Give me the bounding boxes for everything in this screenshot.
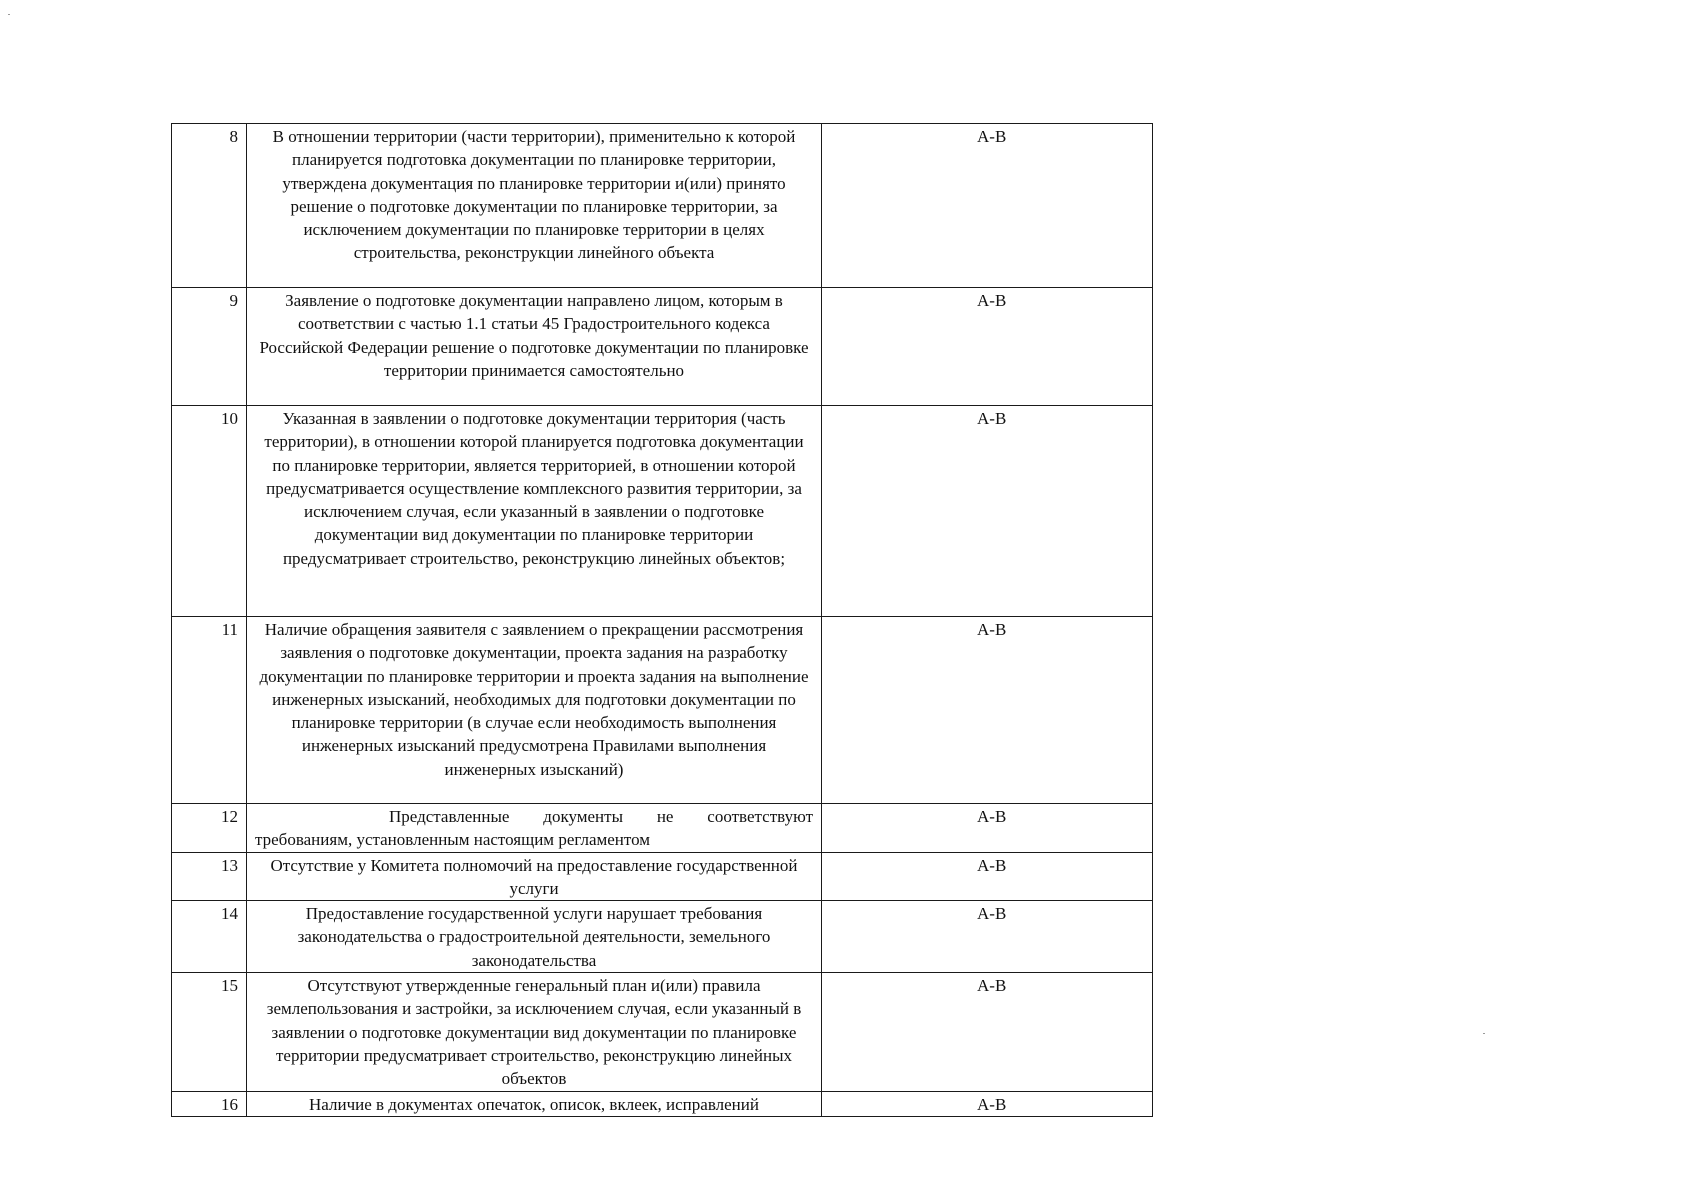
row-code: А-В — [822, 1091, 1153, 1116]
row-number: 12 — [172, 804, 247, 853]
row-text: Представленные документы не соответствуют требованиям, установленным настоящим регламентом — [247, 804, 822, 853]
table-body — [172, 124, 1153, 1117]
row-number: 16 — [172, 1091, 247, 1116]
row-number: 13 — [172, 852, 247, 901]
table-row — [172, 288, 1153, 406]
row-number: 10 — [172, 406, 247, 617]
row-code: А-В — [822, 288, 1153, 406]
row-text: Отсутствие у Комитета полномочий на предоставление государственной услуги — [247, 852, 822, 901]
row-text: Наличие в документах опечаток, описок, вклеек, исправлений — [247, 1091, 822, 1116]
row-text: Наличие обращения заявителя с заявлением о прекращении рассмотрения заявления о подготовке документации, проекта задания на разработку документации по планировке территории и проекта задания на выполнение инженерных изысканий, необходимых для подготовки документации по планировке территории (в случае если необходимость выполнения инженерных изысканий предусмотрена Правилами выполнения инженерных изысканий) — [247, 617, 822, 804]
table-row — [172, 804, 1153, 853]
row-number: 8 — [172, 124, 247, 288]
row-text: Отсутствуют утвержденные генеральный план и(или) правила землепользования и застройки, за исключением случая, если указанный в заявлении о подготовке документации вид документации по планировке территории предусматривает строительство, реконструкцию линейных объектов — [247, 973, 822, 1091]
row-code: А-В — [822, 973, 1153, 1091]
row-text: В отношении территории (части территории), применительно к которой планируется подготовка документации по планировке территории, утверждена документация по планировке территории и(или) принято решение о подготовке документации по планировке территории, за исключением документации по планировке территории в целях строительства, реконструкции линейного объекта — [247, 124, 822, 288]
row-number: 11 — [172, 617, 247, 804]
row-code: А-В — [822, 804, 1153, 853]
row-code: А-В — [822, 124, 1153, 288]
row-code: А-В — [822, 901, 1153, 973]
row-text: Заявление о подготовке документации направлено лицом, которым в соответствии с частью 1.1 статьи 45 Градостроительного кодекса Российской Федерации решение о подготовке документации по планировке территории принимается самостоятельно — [247, 288, 822, 406]
refusal-grounds-table — [171, 123, 1153, 1117]
row-number: 14 — [172, 901, 247, 973]
table-row — [172, 617, 1153, 804]
row-code: А-В — [822, 617, 1153, 804]
table-row — [172, 852, 1153, 901]
row-text: Указанная в заявлении о подготовке документации территория (часть территории), в отношении которой планируется подготовка документации по планировке территории, является территорией, в отношении которой предусматривается осуществление комплексного развития территории, за исключением случая, если указанный в заявлении о подготовке документации вид документации по планировке территории предусматривает строительство, реконструкцию линейных объектов; — [247, 406, 822, 617]
table-row — [172, 901, 1153, 973]
table-row — [172, 1091, 1153, 1116]
scan-speck — [1483, 1033, 1485, 1034]
scan-speck — [8, 14, 10, 15]
row-number: 15 — [172, 973, 247, 1091]
table-row — [172, 973, 1153, 1091]
row-number: 9 — [172, 288, 247, 406]
table-row — [172, 406, 1153, 617]
row-code: А-В — [822, 852, 1153, 901]
row-text: Предоставление государственной услуги нарушает требования законодательства о градостроительной деятельности, земельного законодательства — [247, 901, 822, 973]
row-code: А-В — [822, 406, 1153, 617]
table-row — [172, 124, 1153, 288]
